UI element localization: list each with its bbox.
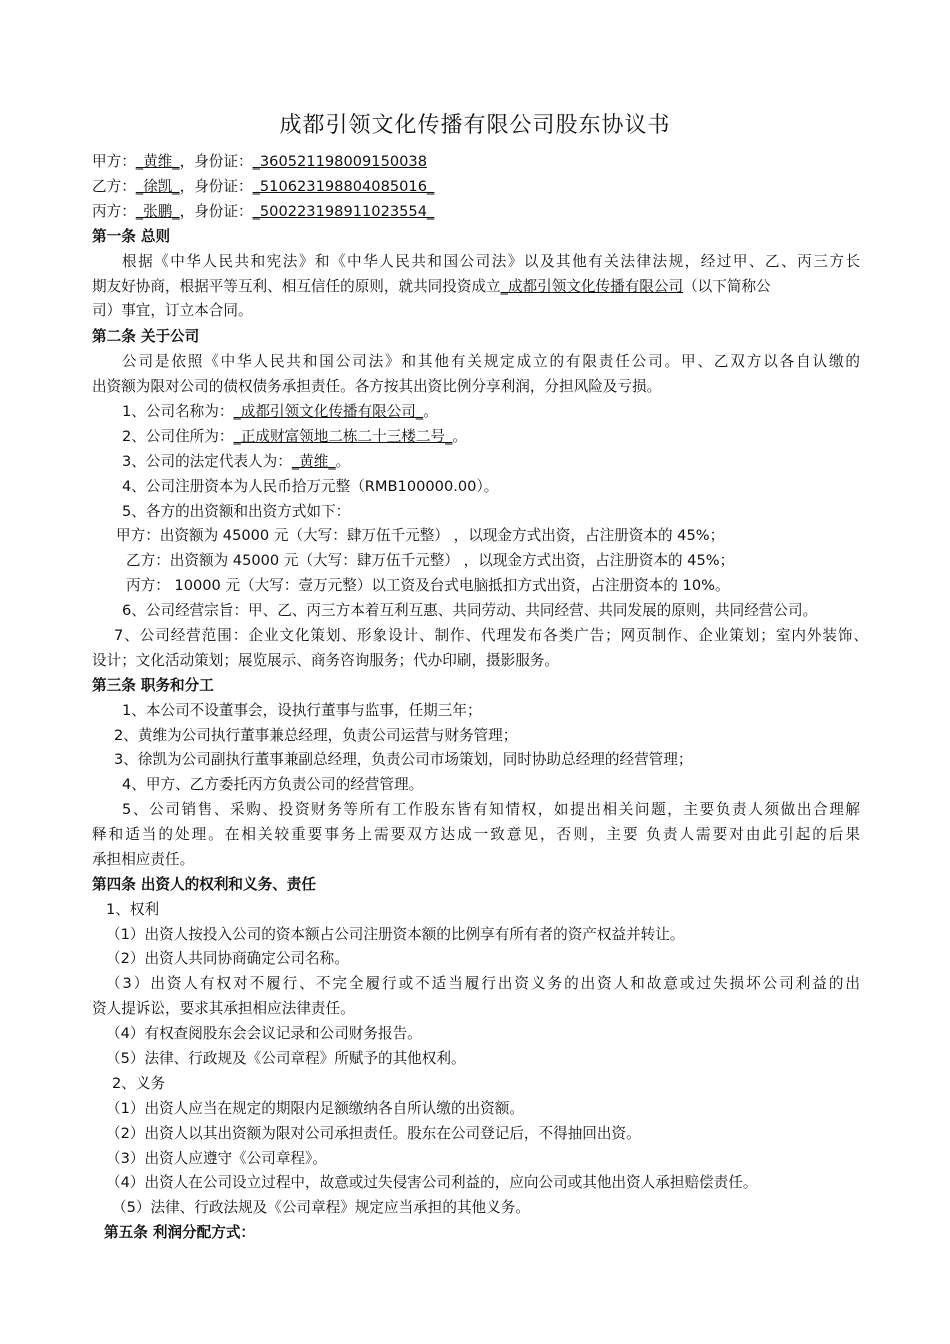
party-c-line (92, 202, 434, 222)
obligation-item-5: （5）法律、行政法规及《公司章程》规定应当承担的其他义务。 (112, 1199, 530, 1216)
right-item-1: （1）出资人按投入公司的资本额占公司注册资本额的比例享有所有者的资产权益并转让。 (106, 926, 685, 943)
company-address-item (122, 427, 467, 447)
duty-item-2: 2、黄维为公司执行董事兼总经理，负责公司运营与财务管理； (114, 727, 518, 744)
item-label: 2、公司住所为： (122, 428, 234, 445)
document-title: 成都引领文化传播有限公司股东协议书 (279, 113, 671, 138)
party-a-name: _黄维_ (135, 153, 180, 170)
party-b-role: 乙方： (92, 178, 136, 195)
article-1-para-line3: 司）事宜，订立本合同。 (92, 302, 253, 319)
duty-item-5-line2: 释和适当的处理。在相关较重要事务上需要双方达成一致意见，否则，主要 负责人需要对由此引起的后果 (92, 826, 860, 843)
legal-rep-item (122, 452, 350, 472)
article-2-heading: 第二条 关于公司 (92, 328, 200, 345)
duty-item-5-line1: 5、公司销售、采购、投资财务等所有工作股东皆有知情权，如提出相关问题，主要负责人须做出合理解 (122, 801, 860, 818)
article-1-text-tail: （以下简称公 (683, 278, 771, 295)
article-1-text: 期友好协商，根据平等互利、相互信任的原则，就共同投资成立 (92, 278, 501, 295)
article-3-heading: 第三条 职务和分工 (92, 677, 214, 694)
party-c-name: _张鹏_ (135, 203, 180, 220)
company-name-item (122, 402, 438, 422)
duty-item-3: 3、徐凯为公司副执行董事兼副总经理，负责公司市场策划，同时协助总经理的经营管理； (114, 751, 693, 768)
business-scope-line2: 设计；文化活动策划；展览展示、商务咨询服务；代办印刷，摄影服务。 (92, 652, 560, 669)
duty-item-1: 1、本公司不设董事会，设执行董事与监事，任期三年； (122, 702, 482, 719)
obligation-item-4: （4）出资人在公司设立过程中，故意或过失侵害公司利益的，应向公司或其他出资人承担赔偿责任。 (106, 1174, 758, 1191)
legal-rep-value: _黄维_ (291, 453, 336, 470)
obligation-item-3: （3）出资人应遵守《公司章程》。 (106, 1150, 327, 1167)
right-item-5: （5）法律、行政规及《公司章程》所赋予的其他权利。 (106, 1050, 466, 1067)
registered-capital-item: 4、公司注册资本为人民币拾万元整（RMB100000.00）。 (122, 478, 499, 495)
article-5-heading: 第五条 利润分配方式： (104, 1224, 256, 1241)
right-item-4: （4）有权查阅股东会会议记录和公司财务报告。 (106, 1025, 422, 1042)
duty-item-4: 4、甲方、乙方委托丙方负责公司的经营管理。 (122, 776, 424, 793)
party-b-id: _510623198804085016_ (252, 178, 435, 195)
article-2-para-line1: 公司是依照《中华人民共和国公司法》和其他有关规定成立的有限责任公司。甲、乙双方以各自认缴的 (122, 353, 860, 370)
item-end: 。 (335, 453, 351, 470)
item-label: 3、公司的法定代表人为： (122, 453, 292, 470)
article-1-heading: 第一条 总则 (92, 228, 171, 245)
article-1-para-line1: 根据《中华人民共和宪法》和《中华人民共和国公司法》以及其他有关法律法规，经过甲、乙、丙三方长 (122, 253, 860, 270)
party-b-id-label: ，身份证： (179, 178, 253, 195)
contribution-party-a: 甲方：出资额为 45000 元（大写：肆万伍千元整） ，以现金方式出资，占注册资本的 45%； (116, 527, 725, 544)
duty-item-5-line3: 承担相应责任。 (92, 851, 195, 868)
company-name-value: _成都引领文化传播有限公司_ (233, 403, 424, 420)
party-c-role: 丙方： (92, 203, 136, 220)
right-item-2: （2）出资人共同协商确定公司名称。 (106, 950, 349, 967)
rights-heading: 1、权利 (106, 901, 160, 918)
business-scope-line1: 7、公司经营范围：企业文化策划、形象设计、制作、代理发布各类广告；网页制作、企业策划；室内外装饰、 (114, 627, 868, 644)
party-c-id-label: ，身份证： (179, 203, 253, 220)
item-end: 。 (423, 403, 438, 420)
right-item-3-line2: 资人提诉讼，要求其承担相应法律责任。 (92, 1000, 355, 1017)
contribution-intro-item: 5、各方的出资额和出资方式如下： (122, 503, 351, 520)
item-label: 1、公司名称为： (122, 403, 234, 420)
party-a-role: 甲方： (92, 153, 136, 170)
party-b-line (92, 177, 434, 197)
company-address-value: _正成财富领地二栋二十三楼二号_ (233, 428, 453, 445)
contribution-party-b: 乙方：出资额为 45000 元（大写：肆万伍千元整） ，以现金方式出资，占注册资本的 45%； (126, 552, 735, 569)
obligation-item-1: （1）出资人应当在规定的期限内足额缴纳各自所认缴的出资额。 (106, 1100, 524, 1117)
article-4-heading: 第四条 出资人的权利和义务、责任 (92, 876, 316, 893)
business-purpose-item: 6、公司经营宗旨：甲、乙、丙三方本着互利互惠、共同劳动、共同经营、共同发展的原则，共同经营公司。 (122, 602, 818, 619)
contribution-party-c: 丙方： 10000 元（大写：壹万元整）以工资及台式电脑抵扣方式出资，占注册资本的 10%。 (126, 577, 730, 594)
article-2-para-line2: 出资额为限对公司的债权债务承担责任。各方按其出资比例分享利润，分担风险及亏损。 (92, 378, 662, 395)
duties-heading: 2、义务 (112, 1075, 166, 1092)
party-a-id-label: ，身份证： (179, 153, 253, 170)
company-name-inline: _成都引领文化传播有限公司 (500, 278, 684, 295)
party-a-id: _360521198009150038 (252, 153, 428, 170)
article-1-para-line2 (92, 277, 771, 297)
right-item-3-line1: （3）出资人有权对不履行、不完全履行或不适当履行出资义务的出资人和故意或过失损坏公司利益的出 (106, 975, 860, 992)
obligation-item-2: （2）出资人以其出资额为限对公司承担责任。股东在公司登记后，不得抽回出资。 (106, 1125, 641, 1142)
party-c-id: _500223198911023554_ (252, 203, 435, 220)
item-end: 。 (452, 428, 467, 445)
party-a-line (92, 152, 427, 172)
party-b-name: _徐凯_ (135, 178, 180, 195)
